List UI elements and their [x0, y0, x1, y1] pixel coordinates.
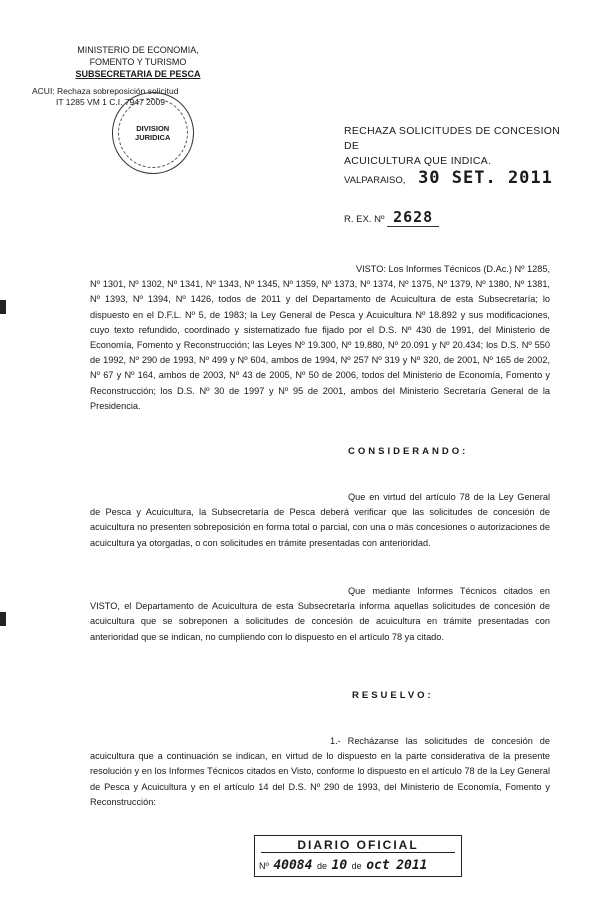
diario-publication-line: [259, 858, 430, 873]
stamp-line: DIVISION: [136, 124, 170, 134]
scan-edge-mark: [0, 300, 6, 314]
reference-line: ACUI: Rechaza sobreposición solicitud: [32, 86, 179, 96]
resolution-number: [344, 208, 439, 226]
scan-edge-mark: [0, 612, 6, 626]
title-line: ACUICULTURA QUE INDICA.: [344, 155, 492, 167]
exenta-number: 2628: [387, 208, 439, 227]
visto-paragraph: [90, 262, 550, 414]
diario-year: 2011: [396, 858, 428, 873]
diario-month: oct: [366, 858, 390, 873]
stamp-line: JURIDICA: [135, 133, 171, 143]
ministry-line: FOMENTO Y TURISMO: [89, 57, 187, 67]
considerando-paragraph-1: [90, 490, 550, 551]
place-date: [344, 168, 553, 188]
place: VALPARAISO,: [344, 175, 406, 186]
ministry-line: MINISTERIO DE ECONOMIA,: [77, 45, 199, 55]
diario-no-value: 40084: [273, 858, 313, 873]
exenta-label: R. EX. Nº: [344, 214, 385, 225]
considerando-paragraph-2: [90, 584, 550, 645]
resuelvo-text: 1.- Recházanse las solicitudes de concesión de acuicultura que a continuación se indican, en virtud de lo dispuesto en la parte considerativa de la presente resolución y en los Informes Técnicos citados en Visto, conforme lo dispuesto en el artículo 78 de la Ley General de Pesca y Acuicultura y en el artículo 14 del D.S. Nº 290 de 1993, del Ministerio de Economía, Fomento y Reconstrucción:: [90, 736, 550, 807]
diario-de-label: de: [316, 861, 327, 871]
considerando-heading: CONSIDERANDO:: [348, 446, 469, 457]
date-stamp: 30 SET. 2011: [418, 168, 553, 188]
diario-de-label: de: [351, 861, 362, 871]
diario-title: DIARIO OFICIAL: [261, 836, 455, 853]
considerando-text: Que en virtud del artículo 78 de la Ley General de Pesca y Acuicultura, la Subsecretaría de Pesca deberá verificar que las solicitudes de concesión de acuicultura no presenten sobreposición en forma total o parcial, con una o más concesiones o autorizaciones de acuicultura ya otorgadas, o con solicitudes en trámite presentadas con anterioridad.: [90, 492, 550, 548]
reference-line: IT 1285 VM 1 C.I. 7947 2009: [56, 97, 165, 107]
considerando-text: Que mediante Informes Técnicos citados en VISTO, el Departamento de Acuicultura de esta Subsecretaría informa aquellas solicitudes de concesión de acuicultura que se sobreponen a solicitudes de concesión de acuicultura en trámite presentadas con anterioridad que se indican, no cumpliendo con lo dispuesto en el artículo 78 ya citado.: [90, 586, 550, 642]
diario-no-label: Nº: [259, 861, 269, 871]
subsecretaria-line: SUBSECRETARIA DE PESCA: [75, 69, 201, 79]
diario-day: 10: [331, 858, 348, 873]
resolution-title: [344, 124, 564, 169]
resuelvo-paragraph-1: [90, 734, 550, 810]
resuelvo-heading: RESUELVO:: [352, 690, 434, 701]
stamp-text: [135, 124, 170, 142]
issuer-header: [48, 44, 228, 80]
diario-oficial-stamp: [254, 835, 462, 877]
visto-text: VISTO: Los Informes Técnicos (D.Ac.) Nº 1285, Nº 1301, Nº 1302, Nº 1341, Nº 1343, Nº 1345, Nº 1359, Nº 1373, Nº 1374, Nº 1375, Nº 1379, Nº 1380, Nº 1381, Nº 1393, Nº 1394, Nº 1426, todos de 2011 y del Departamento de Acuicultura de esta Subsecretaría; lo dispuesto en el D.F.L. Nº 5, de 1983; la Ley General de Pesca y Acuicultura Nº 18.892 y sus modificaciones, cuyo texto refundido, coordinado y sistematizado fue fijado por el D.S. Nº 430 de 1991, del Ministerio de Economía, Fomento y Reconstrucción; las Leyes Nº 19.300, Nº 19.880, Nº 20.091 y Nº 20.434; los D.S. Nº 550 de 1992, Nº 290 de 1993, Nº 499 y Nº 604, ambos de 1994, Nº 257 Nº 319 y Nº 320, de 2001, Nº 165 de 2002, Nº 67 y Nº 164, ambos de 2003, Nº 43 de 2005, Nº 50 de 2006, todos del Ministerio de Economía, Fomento y Reconstrucción; los D.S. Nº 30 de 1997 y Nº 95 de 2001, ambos del Ministerio Secretaría General de la Presidencia.: [90, 264, 550, 411]
title-line: RECHAZA SOLICITUDES DE CONCESION DE: [344, 125, 561, 152]
